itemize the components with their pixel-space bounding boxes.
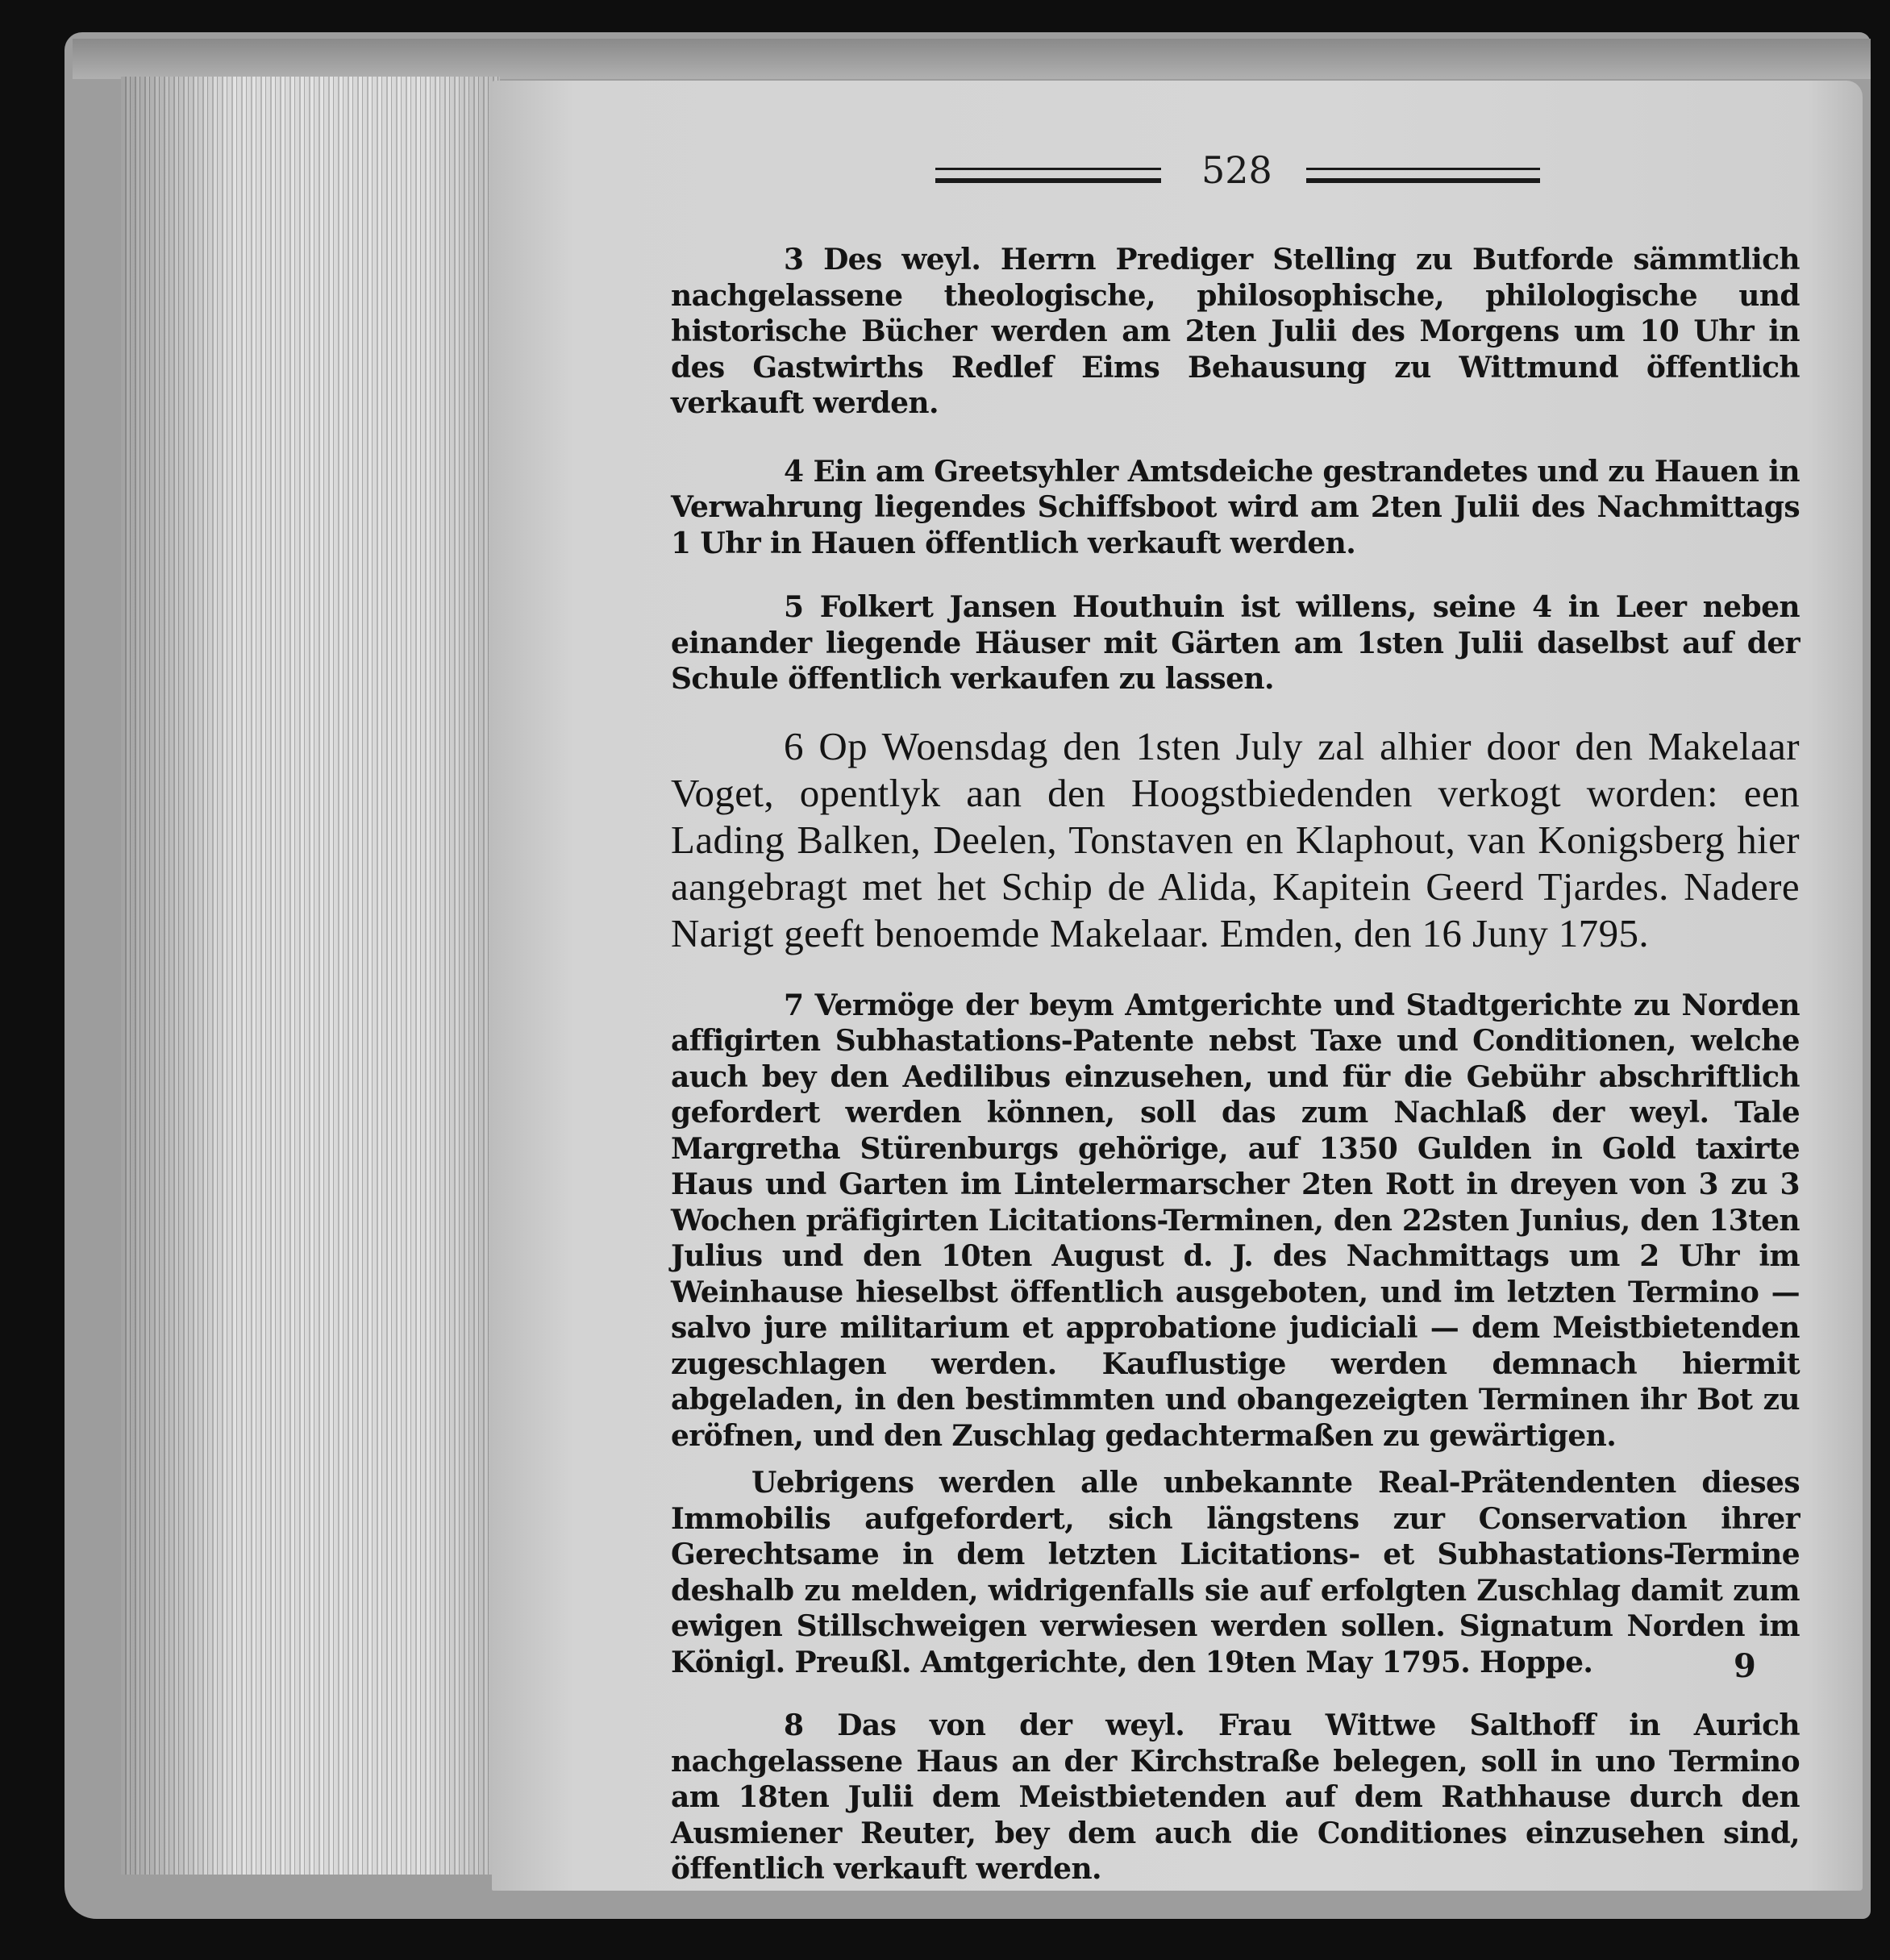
- catchword: 9: [1734, 1647, 1756, 1685]
- notice-7: 7 Vermöge der beym Amtgerichte und Stadtgerichte zu Norden affigirten Subhastations-Patente nebst Taxe und Conditionen, welche auch bey den Aedilibus einzusehen, und für die Gebühr abschriftlich gefordert werden können, soll das zum Nachlaß der weyl. Tale Margretha Stürenburgs gehörige, auf 1350 Gulden in Gold taxirte Haus und Garten im Lintelermarscher 2ten Rott in dreyen von 3 zu 3 Wochen präfigirten Licitations-Terminen, den 22sten Junius, den 13ten Julius und den 10ten August d. J. des Nachmittags um 2 Uhr im Weinhause hieselbst öffentlich ausgeboten, und im letzten Termino — salvo jure militarium et approbatione judiciali — dem Meistbietenden zugeschlagen werden. Kauflustige werden demnach hiermit abgeladen, in den bestimmten und obangezeigten Terminen ihr Bot zu eröfnen, und den Zuschlag gedachtermaßen zu gewärtigen.: [671, 988, 1800, 1453]
- header-rule-left: [935, 168, 1161, 183]
- header-rule-right: [1306, 168, 1540, 183]
- notice-6: 6 Op Woensdag den 1sten July zal alhier door den Makelaar Voget, opentlyk aan den Hoogstbiedenden verkogt worden: een Lading Balken, Deelen, Tonstaven en Klaphout, van Konigsberg hier aangebragt met het Schip de Alida, Kapitein Geerd Tjardes. Nadere Narigt geeft benoemde Makelaar. Emden, den 16 Juny 1795.: [671, 723, 1800, 955]
- cover-top-edge: [73, 39, 1871, 79]
- page-body: [671, 242, 1800, 1887]
- notice-5: 5 Folkert Jansen Houthuin ist willens, seine 4 in Leer neben einander liegende Häuser mit Gärten am 1sten Julii daselbst auf der Schule öffentlich verkaufen zu lassen.: [671, 590, 1800, 696]
- notice-7-continuation: Uebrigens werden alle unbekannte Real-Prätendenten dieses Immobilis aufgefordert, sich längstens zur Conservation ihrer Gerechtsame in dem letzten Licitations- et Subhastations-Termine deshalb zu melden, widrigenfalls sie auf erfolgten Zuschlag damit zum ewigen Stillschweigen verwiesen werden sollen. Signatum Norden im Königl. Preußl. Amtgerichte, den 19ten May 1795. Hoppe.: [671, 1466, 1800, 1679]
- notice-8: 8 Das von der weyl. Frau Wittwe Salthoff in Aurich nachgelassene Haus an der Kirchstraße belegen, soll in uno Termino am 18ten Julii dem Meistbietenden auf dem Rathhause durch den Ausmiener Reuter, bey dem auch die Conditiones einzusehen sind, öffentlich verkauft werden.: [671, 1708, 1800, 1886]
- page-header: [935, 148, 1540, 202]
- page-number: 528: [1201, 148, 1272, 192]
- page-edges-shadow: [121, 77, 500, 1875]
- notice-4: 4 Ein am Greetsyhler Amtsdeiche gestrandetes und zu Hauen in Verwahrung liegendes Schiffsboot wird am 2ten Julii des Nachmittags 1 Uhr in Hauen öffentlich verkauft werden.: [671, 454, 1800, 560]
- notice-3: 3 Des weyl. Herrn Prediger Stelling zu Butforde sämmtlich nachgelassene theologische, philosophische, philologische und historische Bücher werden am 2ten Julii des Morgens um 10 Uhr in des Gastwirths Redlef Eims Behausung zu Wittmund öffentlich verkauft werden.: [671, 243, 1800, 420]
